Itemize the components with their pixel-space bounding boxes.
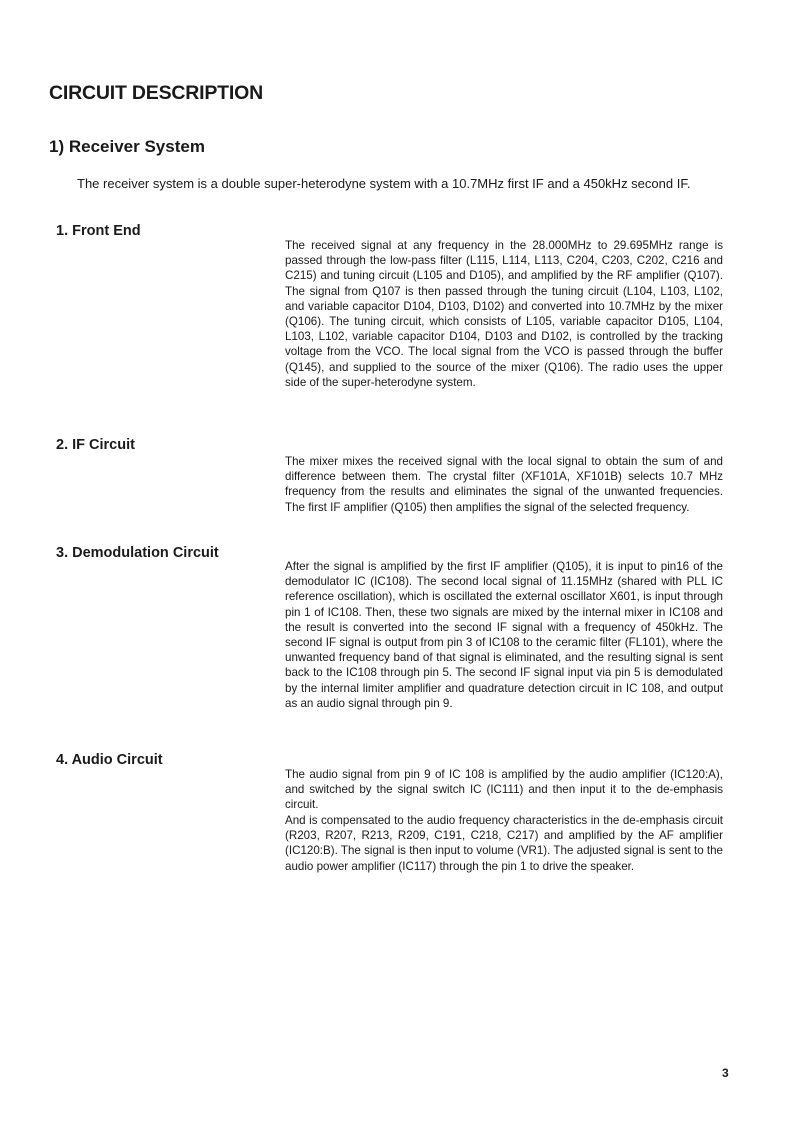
section-intro: The receiver system is a double super-heterodyne system with a 10.7MHz first IF and a 450kHz second IF. — [77, 176, 691, 191]
demodulation-circuit-paragraph: After the signal is amplified by the first IF amplifier (Q105), it is input to pin16 of the demodulator IC (IC108). The second local signal of 11.15MHz (shared with PLL IC reference oscillation), which is oscillated the external oscillator X601, is input through pin 1 of IC108. Then, these two signals are mixed by the internal mixer in IC108 and the result is converted into the second IF signal with a frequency of 450kHz. The second IF signal is output from pin 3 of IC108 to the ceramic filter (FL101), where the unwanted frequency band of that signal is eliminated, and the resulting signal is sent back to the IC108 through pin 5. The second IF signal input via pin 5 is demodulated by the internal limiter amplifier and quadrature detection circuit in IC 108, and output as an audio signal through pin 9. — [285, 560, 723, 710]
section-title: 1) Receiver System — [49, 137, 205, 156]
page-title: CIRCUIT DESCRIPTION — [49, 82, 263, 104]
front-end-paragraph: The received signal at any frequency in the 28.000MHz to 29.695MHz range is passed through the low-pass filter (L115, L114, L113, C204, C203, C202, C216 and C215) and tuning circuit (L105 and D105), and amplified by the RF amplifier (Q107). The signal from Q107 is then passed through the tuning circuit (L104, L103, L102, and variable capacitor D104, D103, D102) and converted into 10.7MHz by the mixer (Q106). The tuning circuit, which consists of L105, variable capacitor D105, L104, L103, L102, variable capacitor D104, D103 and D102, is controlled by the tracking voltage from the VCO. The local signal from the VCO is passed through the buffer (Q145), and supplied to the source of the mixer (Q106). The radio uses the upper side of the super-heterodyne system. — [285, 239, 723, 389]
front-end-heading: 1. Front End — [56, 223, 141, 239]
audio-circuit-paragraph-2: And is compensated to the audio frequency characteristics in the de-emphasis circuit (R203, R207, R213, R209, C191, C218, C217) and amplified by the AF amplifier (IC120:B). The signal is then input to volume (VR1). The adjusted signal is sent to the audio power amplifier (IC117) through the pin 1 to drive the speaker. — [285, 814, 723, 873]
if-circuit-paragraph: The mixer mixes the received signal with the local signal to obtain the sum of and difference between them. The crystal filter (XF101A, XF101B) selects 10.7 MHz frequency from the results and eliminates the signal of the unwanted frequencies. The first IF amplifier (Q105) then amplifies the signal of the selected frequency. — [285, 455, 723, 514]
audio-circuit-paragraph-1: The audio signal from pin 9 of IC 108 is amplified by the audio amplifier (IC120:A), and switched by the signal switch IC (IC111) and then input it to the de-emphasis circuit. — [285, 768, 723, 812]
demodulation-circuit-heading: 3. Demodulation Circuit — [56, 545, 219, 561]
page-number: 3 — [722, 1066, 729, 1080]
if-circuit-heading: 2. IF Circuit — [56, 437, 135, 453]
audio-circuit-heading: 4. Audio Circuit — [56, 752, 163, 768]
